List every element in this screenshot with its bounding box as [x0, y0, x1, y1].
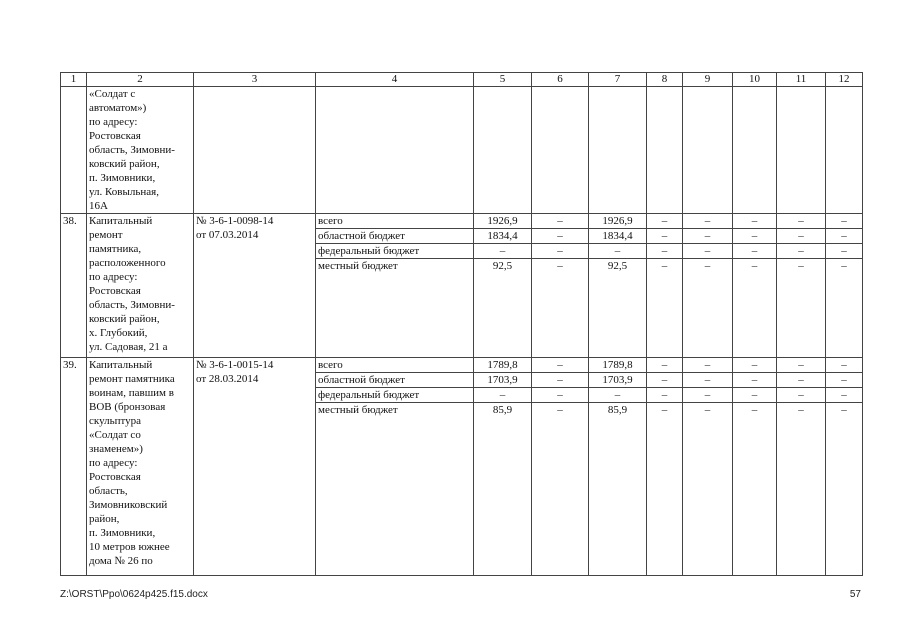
budget-source-label: федеральный бюджет	[316, 388, 474, 403]
value-col12: –	[826, 358, 863, 373]
value-col7: 1789,8	[589, 358, 647, 373]
empty-cell	[316, 87, 474, 214]
budget-source-label: всего	[316, 358, 474, 373]
value-col9: –	[683, 244, 733, 259]
value-col11: –	[777, 214, 826, 229]
value-col8: –	[647, 403, 683, 576]
value-col10: –	[733, 403, 777, 576]
value-col8: –	[647, 388, 683, 403]
value-col7: 85,9	[589, 403, 647, 576]
value-col11: –	[777, 358, 826, 373]
value-col12: –	[826, 244, 863, 259]
empty-cell	[589, 87, 647, 214]
value-col9: –	[683, 358, 733, 373]
table-row	[61, 214, 863, 229]
value-col7: –	[589, 244, 647, 259]
value-col6: –	[532, 244, 589, 259]
column-number: 1	[61, 73, 87, 87]
value-col11: –	[777, 229, 826, 244]
value-col10: –	[733, 229, 777, 244]
value-col12: –	[826, 259, 863, 358]
row-number: 39.	[61, 358, 87, 576]
value-col11: –	[777, 388, 826, 403]
object-name: Капитальный ремонт памятника воинам, павшим в ВОВ (бронзовая скульптура «Солдат со знаменем») по адресу: Ростовская область, Зимовниковский район, п. Зимовники, 10 метров южнее дома № 26 по	[87, 358, 194, 576]
value-col10: –	[733, 259, 777, 358]
empty-cell	[474, 87, 532, 214]
value-col6: –	[532, 229, 589, 244]
page-number: 57	[849, 589, 861, 600]
table-row	[61, 358, 863, 373]
value-col8: –	[647, 259, 683, 358]
value-col6: –	[532, 214, 589, 229]
value-col11: –	[777, 244, 826, 259]
column-numbers-row	[61, 73, 863, 87]
value-col11: –	[777, 373, 826, 388]
empty-cell	[826, 87, 863, 214]
value-col8: –	[647, 214, 683, 229]
budget-table	[60, 72, 863, 576]
value-col7: 92,5	[589, 259, 647, 358]
empty-cell	[647, 87, 683, 214]
value-col12: –	[826, 214, 863, 229]
empty-cell	[194, 87, 316, 214]
value-col10: –	[733, 244, 777, 259]
value-col10: –	[733, 358, 777, 373]
value-col9: –	[683, 403, 733, 576]
value-col12: –	[826, 373, 863, 388]
value-col11: –	[777, 259, 826, 358]
budget-source-label: областной бюджет	[316, 373, 474, 388]
column-number: 12	[826, 73, 863, 87]
value-col10: –	[733, 388, 777, 403]
column-number: 8	[647, 73, 683, 87]
continued-object-name: «Солдат с автоматом») по адресу: Ростовская область, Зимовни- ковский район, п. Зимовники, ул. Ковыльная, 16А	[87, 87, 194, 214]
column-number: 4	[316, 73, 474, 87]
file-path: Z:\ORST\Ppo\0624p425.f15.docx	[60, 589, 208, 600]
value-col8: –	[647, 229, 683, 244]
value-col5: 85,9	[474, 403, 532, 576]
document-reference: № 3-6-1-0015-14 от 28.03.2014	[194, 358, 316, 576]
value-col11: –	[777, 403, 826, 576]
object-name: Капитальный ремонт памятника, расположенного по адресу: Ростовская область, Зимовни- ковский район, х. Глубокий, ул. Садовая, 21 а	[87, 214, 194, 358]
value-col9: –	[683, 229, 733, 244]
empty-cell	[683, 87, 733, 214]
value-col6: –	[532, 358, 589, 373]
value-col5: –	[474, 244, 532, 259]
column-number: 2	[87, 73, 194, 87]
value-col5: 1789,8	[474, 358, 532, 373]
value-col9: –	[683, 214, 733, 229]
value-col9: –	[683, 259, 733, 358]
value-col8: –	[647, 358, 683, 373]
column-number: 10	[733, 73, 777, 87]
value-col10: –	[733, 373, 777, 388]
column-number: 9	[683, 73, 733, 87]
value-col9: –	[683, 373, 733, 388]
value-col5: 92,5	[474, 259, 532, 358]
value-col7: 1703,9	[589, 373, 647, 388]
row-number: 38.	[61, 214, 87, 358]
value-col6: –	[532, 373, 589, 388]
budget-source-label: областной бюджет	[316, 229, 474, 244]
value-col8: –	[647, 244, 683, 259]
value-col5: 1834,4	[474, 229, 532, 244]
value-col7: 1926,9	[589, 214, 647, 229]
value-col12: –	[826, 388, 863, 403]
value-col5: 1703,9	[474, 373, 532, 388]
empty-cell	[733, 87, 777, 214]
column-number: 7	[589, 73, 647, 87]
column-number: 3	[194, 73, 316, 87]
value-col7: –	[589, 388, 647, 403]
value-col10: –	[733, 214, 777, 229]
value-col5: 1926,9	[474, 214, 532, 229]
value-col6: –	[532, 259, 589, 358]
empty-cell	[777, 87, 826, 214]
budget-source-label: местный бюджет	[316, 259, 474, 358]
budget-source-label: всего	[316, 214, 474, 229]
column-number: 5	[474, 73, 532, 87]
value-col12: –	[826, 229, 863, 244]
empty-cell	[532, 87, 589, 214]
value-col12: –	[826, 403, 863, 576]
empty-cell	[61, 87, 87, 214]
column-number: 11	[777, 73, 826, 87]
value-col5: –	[474, 388, 532, 403]
value-col8: –	[647, 373, 683, 388]
document-reference: № 3-6-1-0098-14 от 07.03.2014	[194, 214, 316, 358]
budget-source-label: местный бюджет	[316, 403, 474, 576]
value-col6: –	[532, 403, 589, 576]
budget-source-label: федеральный бюджет	[316, 244, 474, 259]
column-number: 6	[532, 73, 589, 87]
value-col9: –	[683, 388, 733, 403]
continuation-row	[61, 87, 863, 214]
value-col7: 1834,4	[589, 229, 647, 244]
value-col6: –	[532, 388, 589, 403]
